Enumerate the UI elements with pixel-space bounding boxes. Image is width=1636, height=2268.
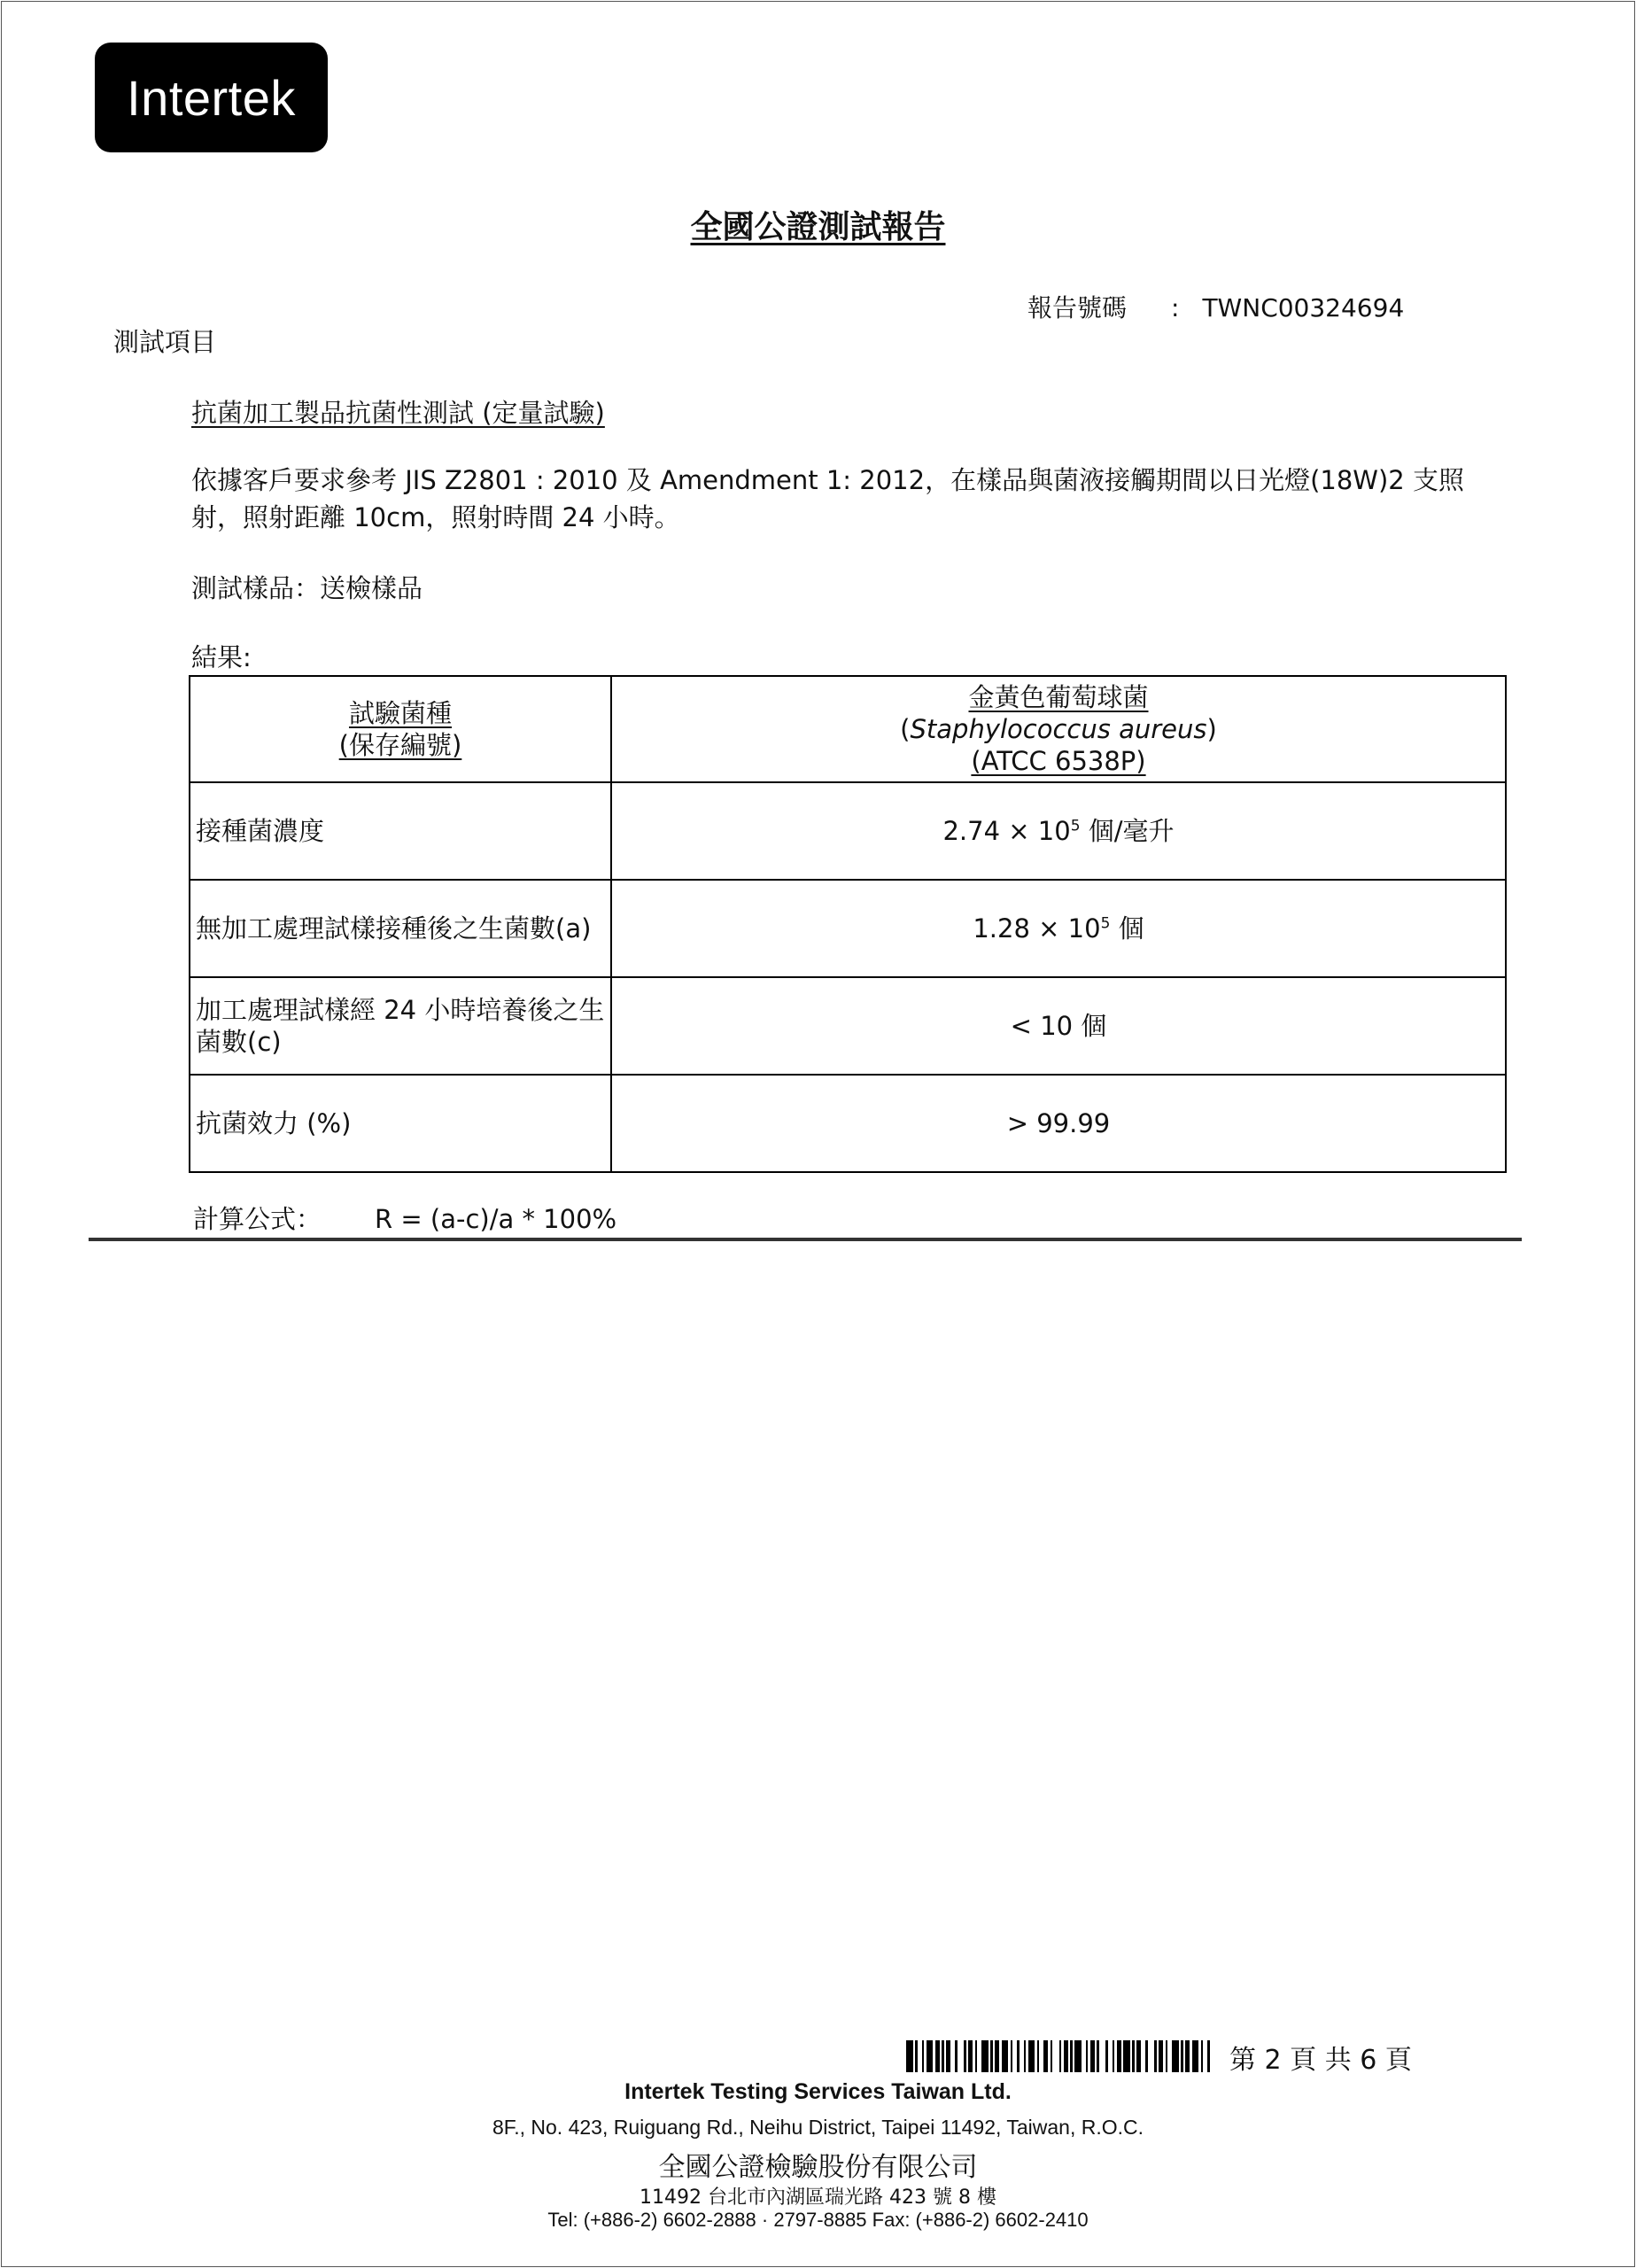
logo-text: Intertek: [127, 69, 296, 126]
row-label: 抗菌效力 (%): [190, 1075, 611, 1172]
test-items-label: 測試項目: [113, 327, 217, 357]
table-header-row: [190, 676, 1506, 782]
footer-company: Intertek Testing Services Taiwan Ltd.: [624, 2079, 1012, 2104]
header-strain: [190, 676, 611, 782]
footer-address: 8F., No. 423, Ruiguang Rd., Neihu District, Taipei 11492, Taiwan, R.O.C.: [492, 2116, 1144, 2139]
organism-name-latin: [617, 713, 1500, 745]
report-number-value: TWNC00324694: [1202, 293, 1405, 322]
row-value: < 10 個: [611, 977, 1506, 1075]
value-unit: 個: [1110, 913, 1144, 944]
page-count: 第 2 頁 共 6 頁: [1229, 2045, 1412, 2076]
organism-species: Staphylococcus aureus: [910, 714, 1207, 744]
report-number-separator: :: [1171, 293, 1180, 322]
barcode: [906, 2040, 1214, 2072]
method-line-1: 依據客戶要求參考 JIS Z2801 : 2010 及 Amendment 1: 2012，在樣品與菌液接觸期間以日光燈(18W)2 支照: [191, 465, 1464, 495]
header-strain-code: (保存編號): [338, 730, 462, 760]
test-name: 抗菌加工製品抗菌性測試 (定量試驗): [191, 398, 605, 428]
formula-expression: R = (a-c)/a * 100%: [375, 1204, 617, 1234]
row-value: [611, 782, 1506, 880]
table-row: [190, 782, 1506, 880]
footer-contact: Tel: (+886-2) 6602-2888 · 2797-8885 Fax: (+886-2) 6602-2410: [547, 2209, 1089, 2231]
value-base: 1.28 × 10: [973, 913, 1101, 944]
header-strain-label: 試驗菌種: [348, 698, 452, 728]
report-title: 全國公證測試報告: [690, 209, 946, 245]
table-row: [190, 880, 1506, 977]
value-exponent: 5: [1100, 914, 1111, 933]
report-number: [1027, 289, 1404, 324]
report-number-label: 報告號碼: [1027, 293, 1128, 322]
row-label: 加工處理試樣經 24 小時培養後之生菌數(c): [190, 977, 611, 1075]
row-label: 無加工處理試樣接種後之生菌數(a): [190, 880, 611, 977]
header-organism: [611, 676, 1506, 782]
value-base: 2.74 × 10: [942, 816, 1071, 846]
value-exponent: 5: [1070, 817, 1081, 835]
row-value: [611, 880, 1506, 977]
results-label: 結果:: [191, 642, 252, 672]
paren-open: (: [900, 714, 911, 744]
intertek-logo: [95, 43, 328, 152]
table-row: [190, 977, 1506, 1075]
footer-address-cn: 11492 台北市內湖區瑞光路 423 號 8 樓: [640, 2186, 996, 2209]
organism-name-cn: 金黃色葡萄球菌: [968, 682, 1149, 712]
value-unit: 個/毫升: [1080, 816, 1175, 846]
table-row: [190, 1075, 1506, 1172]
method-line-2: 射，照射距離 10cm，照射時間 24 小時。: [191, 502, 680, 532]
section-divider: [89, 1238, 1522, 1241]
formula-label: 計算公式：: [193, 1204, 322, 1234]
footer-company-cn: 全國公證檢驗股份有限公司: [658, 2152, 978, 2183]
organism-atcc: (ATCC 6538P): [971, 746, 1146, 776]
paren-close: ): [1206, 714, 1217, 744]
formula: [193, 1200, 616, 1236]
row-value: > 99.99: [611, 1075, 1506, 1172]
sample-description: 測試樣品：送檢樣品: [191, 573, 423, 603]
results-table: [189, 675, 1507, 1173]
row-label: 接種菌濃度: [190, 782, 611, 880]
